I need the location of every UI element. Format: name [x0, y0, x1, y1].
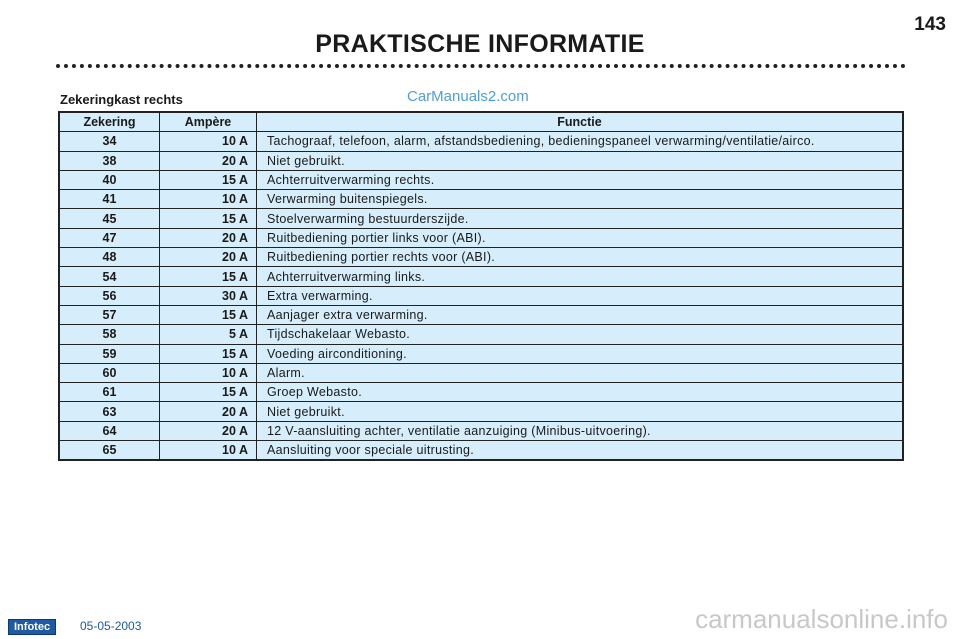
ampere-cell: 15 A	[160, 267, 257, 286]
table-row	[59, 190, 903, 209]
ampere-cell: 15 A	[160, 170, 257, 189]
fuse-cell: 57	[59, 305, 160, 324]
function-cell: Aansluiting voor speciale uitrusting.	[257, 441, 904, 461]
table-row	[59, 151, 903, 170]
table-row	[59, 421, 903, 440]
fuse-table	[58, 111, 904, 461]
ampere-cell: 20 A	[160, 228, 257, 247]
ampere-cell: 20 A	[160, 421, 257, 440]
fuse-cell: 60	[59, 363, 160, 382]
table-row	[59, 228, 903, 247]
table-body	[59, 132, 903, 461]
table-row	[59, 267, 903, 286]
fuse-cell: 54	[59, 267, 160, 286]
fuse-cell: 63	[59, 402, 160, 421]
table-row	[59, 325, 903, 344]
table-row	[59, 402, 903, 421]
fuse-cell: 48	[59, 248, 160, 267]
ampere-cell: 20 A	[160, 151, 257, 170]
ampere-cell: 15 A	[160, 344, 257, 363]
watermark-bottom: carmanualsonline.info	[695, 604, 948, 634]
fuse-cell: 38	[59, 151, 160, 170]
function-cell: Tijdschakelaar Webasto.	[257, 325, 904, 344]
ampere-cell: 15 A	[160, 383, 257, 402]
function-cell: Stoelverwarming bestuurderszijde.	[257, 209, 904, 228]
table-row	[59, 383, 903, 402]
fuse-cell: 58	[59, 325, 160, 344]
dotted-divider	[56, 64, 906, 68]
ampere-cell: 20 A	[160, 402, 257, 421]
fuse-cell: 56	[59, 286, 160, 305]
page-number: 143	[914, 14, 946, 35]
footer-date: 05-05-2003	[80, 619, 142, 633]
function-cell: Extra verwarming.	[257, 286, 904, 305]
infotec-logo: Infotec	[8, 619, 56, 635]
table-row	[59, 209, 903, 228]
section-label: Zekeringkast rechts	[60, 92, 183, 107]
table-row	[59, 363, 903, 382]
fuse-cell: 40	[59, 170, 160, 189]
page-title: PRAKTISCHE INFORMATIE	[315, 30, 645, 58]
table-header-row	[59, 112, 903, 132]
header-ampere: Ampère	[160, 112, 257, 132]
fuse-cell: 61	[59, 383, 160, 402]
ampere-cell: 10 A	[160, 132, 257, 151]
function-cell: Groep Webasto.	[257, 383, 904, 402]
ampere-cell: 5 A	[160, 325, 257, 344]
table-row	[59, 248, 903, 267]
table-row	[59, 344, 903, 363]
fuse-cell: 34	[59, 132, 160, 151]
fuse-cell: 64	[59, 421, 160, 440]
fuse-cell: 65	[59, 441, 160, 461]
table-row	[59, 170, 903, 189]
ampere-cell: 15 A	[160, 209, 257, 228]
header-function: Functie	[257, 112, 904, 132]
table-row	[59, 132, 903, 151]
ampere-cell: 20 A	[160, 248, 257, 267]
function-cell: Alarm.	[257, 363, 904, 382]
ampere-cell: 10 A	[160, 441, 257, 461]
function-cell: Aanjager extra verwarming.	[257, 305, 904, 324]
table-row	[59, 286, 903, 305]
table-row	[59, 305, 903, 324]
table-row	[59, 441, 903, 461]
ampere-cell: 30 A	[160, 286, 257, 305]
watermark-top: CarManuals2.com	[407, 88, 529, 105]
function-cell: Verwarming buitenspiegels.	[257, 190, 904, 209]
ampere-cell: 15 A	[160, 305, 257, 324]
function-cell: Niet gebruikt.	[257, 402, 904, 421]
function-cell: Ruitbediening portier rechts voor (ABI).	[257, 248, 904, 267]
function-cell: Niet gebruikt.	[257, 151, 904, 170]
fuse-cell: 41	[59, 190, 160, 209]
function-cell: Tachograaf, telefoon, alarm, afstandsbediening, bedieningspaneel verwarming/ventilatie/airco.	[257, 132, 904, 151]
fuse-cell: 47	[59, 228, 160, 247]
function-cell: Achterruitverwarming links.	[257, 267, 904, 286]
fuse-cell: 59	[59, 344, 160, 363]
fuse-cell: 45	[59, 209, 160, 228]
header-fuse: Zekering	[59, 112, 160, 132]
function-cell: Voeding airconditioning.	[257, 344, 904, 363]
ampere-cell: 10 A	[160, 190, 257, 209]
function-cell: Ruitbediening portier links voor (ABI).	[257, 228, 904, 247]
function-cell: Achterruitverwarming rechts.	[257, 170, 904, 189]
function-cell: 12 V-aansluiting achter, ventilatie aanzuiging (Minibus-uitvoering).	[257, 421, 904, 440]
ampere-cell: 10 A	[160, 363, 257, 382]
